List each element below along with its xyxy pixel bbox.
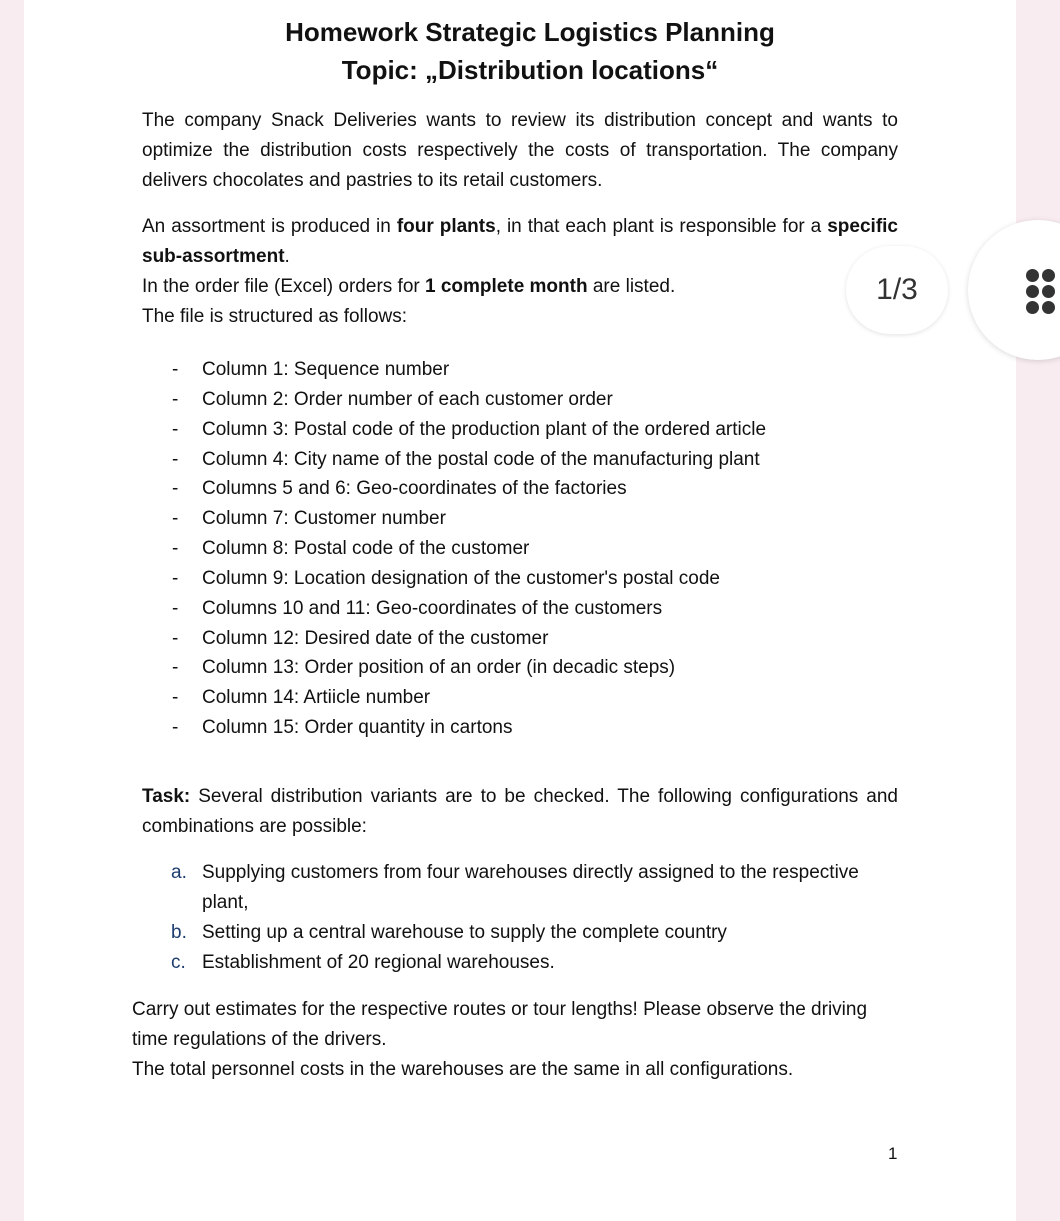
document-title: Homework Strategic Logistics Planning — [285, 17, 775, 47]
document-topic: Topic: „Distribution locations“ — [341, 55, 719, 85]
page-number: 1 — [888, 1144, 898, 1163]
structure-line: The file is structured as follows: — [142, 306, 408, 327]
closing-line-3: The total personnel costs in the warehouses are the same in all configurations. — [132, 1059, 794, 1080]
intro-paragraph: The company Snack Deliveries wants to review its distribution concept and wants to optimize the distribution costs respectively the costs of transportation. The company delivers chocolates and pastries to its retail customers. — [142, 110, 898, 191]
task-paragraph: Task: Several distribution variants are to be checked. The following configurations and combinations are possible: — [142, 786, 898, 837]
order-file-line: In the order file (Excel) orders for 1 complete month are listed. — [142, 276, 676, 297]
assortment-paragraph: An assortment is produced in four plants, in that each plant is responsible for a specific sub-assortment. — [142, 216, 898, 267]
closing-line-2: time regulations of the drivers. — [132, 1029, 387, 1050]
closing-line-1: Carry out estimates for the respective routes or tour lengths! Please observe the driving — [132, 999, 868, 1020]
page-indicator[interactable]: 1/3 — [846, 246, 948, 334]
